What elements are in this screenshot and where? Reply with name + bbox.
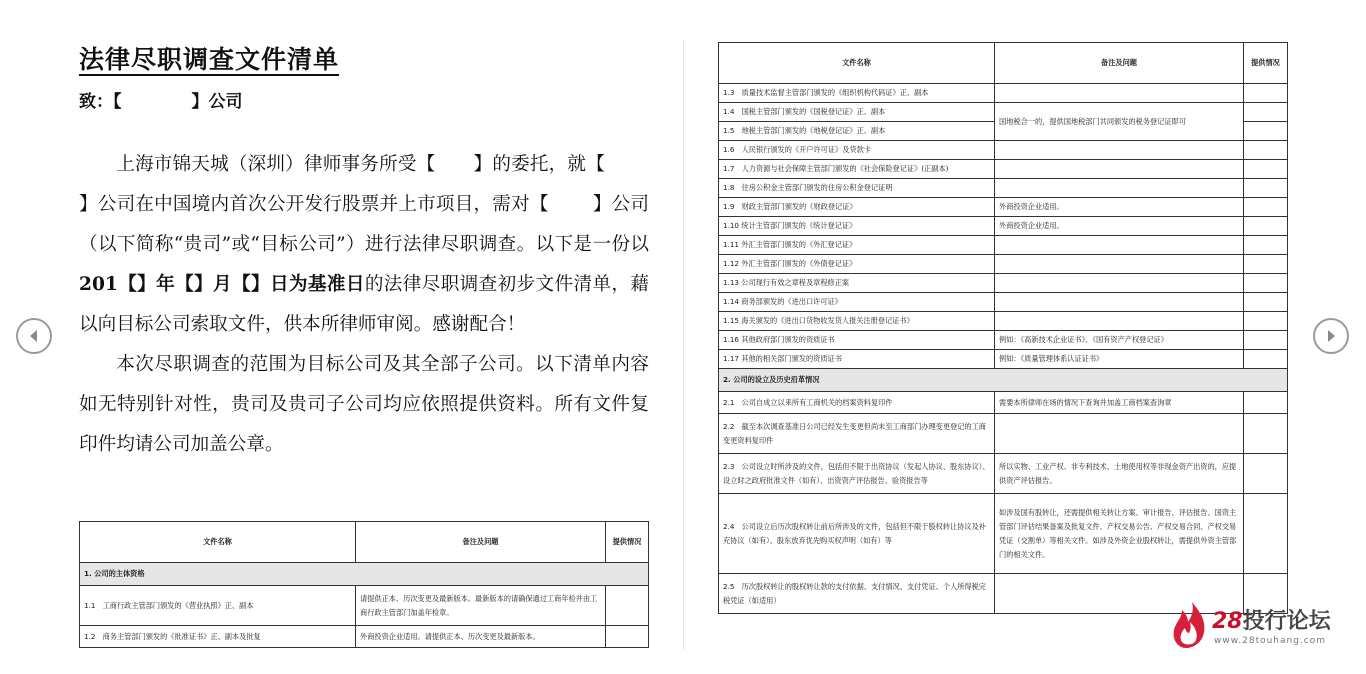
row-status <box>1244 236 1288 255</box>
row-status <box>606 586 649 626</box>
forum-logo <box>1170 600 1340 652</box>
row-note <box>995 236 1244 255</box>
row-file-name: 1.15 海关颁发的《进出口货物收发货人报关注册登记证书》 <box>719 312 995 331</box>
row-status <box>1244 217 1288 236</box>
row-status <box>1244 454 1288 494</box>
row-file-name: 2.2 截至本次调查基准日公司已经发生变更但尚未至工商部门办理变更登记的工商变更资料复印件 <box>719 414 995 454</box>
row-note <box>995 312 1244 331</box>
row-file-name: 1.5 地税主管部门颁发的《地税登记证》正、副本 <box>719 122 995 141</box>
row-file-name: 2.1 公司自成立以来所有工商机关的档案资料复印件 <box>719 392 995 414</box>
left-page <box>79 40 649 465</box>
row-file-name: 2.5 历次股权转让的股权转让款的支付依据、支付情况、支付凭证、个人所得税完税凭证（如适用） <box>719 574 995 614</box>
row-file-name: 1.3 质量技术监督主管部门颁发的《组织机构代码证》正、副本 <box>719 84 995 103</box>
row-note <box>995 255 1244 274</box>
brand-number: 28 <box>1212 609 1243 634</box>
intro-text-2: 】的委托，就【 <box>473 154 605 175</box>
previous-page-button[interactable] <box>16 318 52 354</box>
intro-paragraph <box>79 145 649 345</box>
forum-url: www.28touhang.com <box>1214 636 1327 646</box>
row-note <box>995 84 1244 103</box>
row-file-name: 1.17 其他的相关部门颁发的资质证书 <box>719 350 995 369</box>
row-file-name: 1.7 人力资源与社会保障主管部门颁发的《社会保险登记证》(正副本) <box>719 160 995 179</box>
row-status <box>1244 198 1288 217</box>
row-status <box>1244 141 1288 160</box>
header-notes: 备注及问题 <box>995 43 1244 84</box>
row-note <box>995 414 1244 454</box>
row-note <box>995 274 1244 293</box>
row-status <box>1244 392 1288 414</box>
intro-text-1: 上海市锦天城（深圳）律师事务所受【 <box>116 154 436 175</box>
row-note: 国地税合一的，提供国地税部门共同颁发的税务登记证即可 <box>995 103 1244 141</box>
row-status <box>606 626 649 648</box>
row-file-name: 2.3 公司设立时所涉及的文件，包括但不限于出资协议（发起人协议、股东协议）、设立时之政府批准文件（如有）、出资资产评估报告、验资报告等 <box>719 454 995 494</box>
page-divider <box>683 40 684 650</box>
intro-text-5: 的法律尽职调查初步文件清单，藉以向目标公司索取文件，供本所律师审阅。感谢配合！ <box>79 274 649 335</box>
row-status <box>1244 160 1288 179</box>
row-status <box>1244 84 1288 103</box>
row-status <box>1244 414 1288 454</box>
row-note <box>995 160 1244 179</box>
flame-icon <box>1170 600 1210 650</box>
scope-paragraph: 本次尽职调查的范围为目标公司及其全部子公司。以下清单内容如无特别针对性，贵司及贵司子公司均应依照提供资料。所有文件复印件均请公司加盖公章。 <box>79 354 649 455</box>
row-note <box>995 141 1244 160</box>
row-note: 例如：《高新技术企业证书》、《国有资产产权登记证》 <box>995 331 1244 350</box>
row-status <box>1244 103 1288 122</box>
row-file-name: 1.12 外汇主管部门颁发的《外债登记证》 <box>719 255 995 274</box>
header-notes: 备注及问题 <box>356 522 606 563</box>
row-note: 外商投资企业适用。 <box>995 198 1244 217</box>
row-status <box>1244 179 1288 198</box>
section-heading: 1. 公司的主体资格 <box>80 563 649 586</box>
header-file-name: 文件名称 <box>719 43 995 84</box>
row-note: 请提供正本、历次变更及最新版本。最新版本的请确保通过工商年检并由工商行政主管部门加盖年检章。 <box>356 586 606 626</box>
intro-text-3: 】公司在中国境内首次公开发行股票并上市项目，需对【 <box>79 194 549 215</box>
brand-text: 投行论坛 <box>1242 609 1331 634</box>
section-heading: 2. 公司的设立及历史沿革情况 <box>719 369 1288 392</box>
addressee-suffix: 】公司 <box>191 92 243 112</box>
row-status <box>1244 274 1288 293</box>
row-file-name: 1.4 国税主管部门颁发的《国税登记证》正、副本 <box>719 103 995 122</box>
triangle-left-icon <box>27 329 41 343</box>
row-note: 外商投资企业适用。 <box>995 217 1244 236</box>
base-date-text: 201【】年【】月【】日为基准日 <box>79 274 365 295</box>
document-title: 法律尽职调查文件清单 <box>79 45 340 74</box>
row-note: 需要本所律师在场的情况下查询并加盖工商档案查询章 <box>995 392 1244 414</box>
row-note <box>995 293 1244 312</box>
row-file-name: 1.8 住房公积金主管部门颁发的住房公积金登记证明 <box>719 179 995 198</box>
next-page-button[interactable] <box>1313 318 1349 354</box>
row-note <box>995 179 1244 198</box>
row-status <box>1244 350 1288 369</box>
row-file-name: 1.1 工商行政主管部门颁发的《营业执照》正、副本 <box>80 586 356 626</box>
row-note: 所以实物、工业产权、非专利技术、土地使用权等非现金资产出资的，应提供资产评估报告。 <box>995 454 1244 494</box>
row-file-name: 2.4 公司设立后历次股权转让前后所涉及的文件，包括但不限于股权转让协议及补充协议（如有）、股东放弃优先购买权声明（如有）等 <box>719 494 995 574</box>
intro-text-4: 】公司（以下简称“贵司”或“目标公司”）进行法律尽职调查。以下是一份以 <box>79 194 649 255</box>
row-status <box>1244 293 1288 312</box>
addressee-line <box>79 90 649 114</box>
row-status <box>1244 255 1288 274</box>
row-file-name: 1.16 其他政府部门颁发的资质证书 <box>719 331 995 350</box>
row-file-name: 1.10 统计主管部门颁发的《统计登记证》 <box>719 217 995 236</box>
row-file-name: 1.14 商务部颁发的《进出口许可证》 <box>719 293 995 312</box>
row-file-name: 1.9 财政主管部门颁发的《财政登记证》 <box>719 198 995 217</box>
header-file-name: 文件名称 <box>80 522 356 563</box>
row-file-name: 1.13 公司现行有效之章程及章程修正案 <box>719 274 995 293</box>
document-list-table-continued <box>718 42 1288 614</box>
header-status: 提供情况 <box>1244 43 1288 84</box>
row-status <box>1244 312 1288 331</box>
triangle-right-icon <box>1324 329 1338 343</box>
row-note: 如涉及国有股转让，还需提供相关转让方案、审计报告、评估报告、国资主管部门评估结果备案及批复文件、产权交易公告、产权交易合同、产权交易凭证（交割单）等相关文件。如涉及外资企业股权转让，需提供外资主管部门的相关文件。 <box>995 494 1244 574</box>
row-status <box>1244 494 1288 574</box>
header-status: 提供情况 <box>606 522 649 563</box>
row-file-name: 1.6 人民银行颁发的《开户许可证》及贷款卡 <box>719 141 995 160</box>
forum-brand <box>1212 604 1331 635</box>
row-status <box>1244 331 1288 350</box>
addressee-prefix: 致：【 <box>79 92 122 112</box>
row-note: 外商投资企业适用。请提供正本、历次变更及最新版本。 <box>356 626 606 648</box>
row-note: 例如：《质量管理体系认证证书》 <box>995 350 1244 369</box>
document-list-table <box>79 521 649 648</box>
row-file-name: 1.2 商务主管部门颁发的《批准证书》正、副本及批复 <box>80 626 356 648</box>
row-file-name: 1.11 外汇主管部门颁发的《外汇登记证》 <box>719 236 995 255</box>
row-status <box>1244 122 1288 141</box>
